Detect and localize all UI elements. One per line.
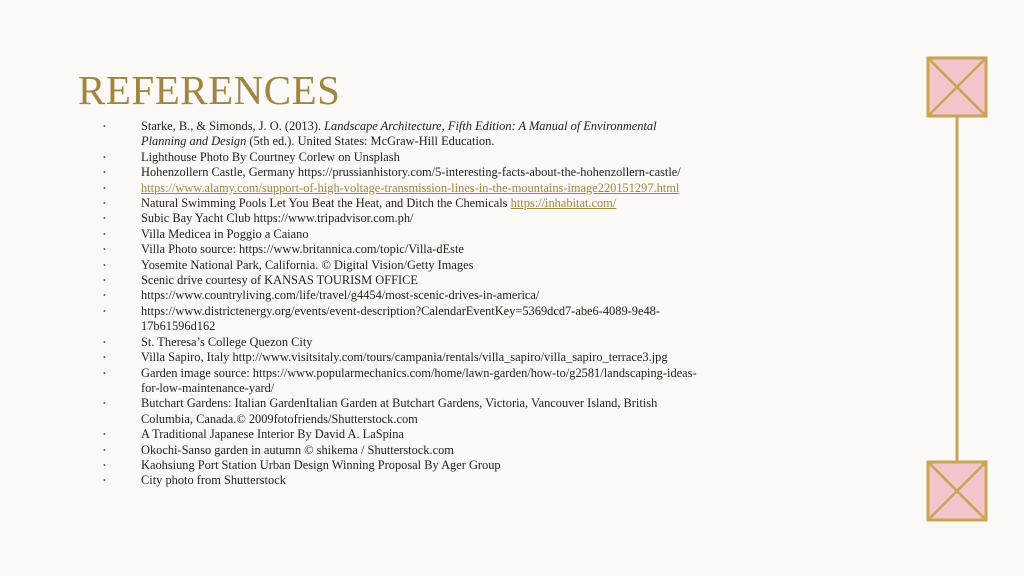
bullet: •: [103, 353, 106, 363]
bullet: •: [103, 306, 106, 316]
list-item: [103, 227, 703, 242]
bullet: •: [103, 168, 106, 178]
list-item: [103, 150, 703, 165]
references-list: [103, 119, 703, 489]
top-box-icon: [928, 58, 986, 116]
reference-text: Kaohsiung Port Station Urban Design Winning Proposal By Ager Group: [141, 457, 501, 472]
list-item: [103, 473, 703, 488]
reference-text: Subic Bay Yacht Club https://www.tripadvisor.com.ph/: [141, 211, 414, 226]
bullet: •: [103, 337, 106, 347]
list-item: [103, 396, 703, 427]
list-item: [103, 443, 703, 458]
reference-text: Lighthouse Photo By Courtney Corlew on Unsplash: [141, 149, 400, 164]
bottom-box-icon: [928, 462, 986, 520]
reference-link[interactable]: https://www.alamy.com/support-of-high-voltage-transmission-lines-in-the-mountains-image220151297.html: [141, 180, 680, 195]
reference-text: Scenic drive courtesy of KANSAS TOURISM OFFICE: [141, 273, 418, 288]
bullet: •: [103, 460, 106, 470]
list-item: [103, 427, 703, 442]
bullet: •: [103, 199, 106, 209]
bullet: •: [103, 214, 106, 224]
list-item: [103, 196, 703, 211]
list-item: [103, 304, 703, 335]
reference-text: St. Theresa’s College Quezon City: [141, 334, 313, 349]
reference-text: City photo from Shutterstock: [141, 473, 286, 488]
list-item: [103, 165, 703, 180]
bullet: •: [103, 183, 106, 193]
reference-link[interactable]: https://inhabitat.com/: [510, 196, 617, 211]
reference-text: https://www.countryliving.com/life/travel/g4454/most-scenic-drives-in-america/: [141, 288, 540, 303]
reference-text: Natural Swimming Pools Let You Beat the Heat, and Ditch the Chemicals: [141, 196, 511, 211]
bullet: •: [103, 368, 106, 378]
list-item: [103, 211, 703, 226]
list-item: [103, 258, 703, 273]
list-item: [103, 119, 703, 150]
reference-book-title: Landscape Architecture, Fifth Edition: A Manual of Environmental Planning and Design: [141, 119, 657, 149]
reference-text: Hohenzollern Castle, Germany https://prussianhistory.com/5-interesting-facts-about-the-hohenzollern-castle/: [141, 165, 681, 180]
reference-text: Okochi-Sanso garden in autumn © shikema / Shutterstock.com: [141, 442, 454, 457]
list-item: [103, 288, 703, 303]
reference-text: Villa Photo source: https://www.britannica.com/topic/Villa-dEste: [141, 242, 464, 257]
reference-text: Starke, B., & Simonds, J. O. (2013).: [141, 119, 325, 133]
reference-text: (5th ed.). United States: McGraw-Hill Education.: [246, 134, 495, 149]
bullet: •: [103, 430, 106, 440]
list-item: [103, 335, 703, 350]
bullet: •: [103, 260, 106, 270]
reference-text: Yosemite National Park, California. © Digital Vision/Getty Images: [141, 257, 474, 272]
reference-text: Garden image source: https://www.popularmechanics.com/home/lawn-garden/how-to/g2581/landscaping-ideas-for-low-maintenance-yard/: [141, 365, 697, 395]
bullet: •: [103, 276, 106, 286]
reference-text: Villa Sapiro, Italy http://www.visitsitaly.com/tours/campania/rentals/villa_sapiro/villa_sapiro_terrace3.jpg: [141, 350, 668, 365]
reference-text: A Traditional Japanese Interior By David A. LaSpina: [141, 427, 404, 442]
list-item: [103, 273, 703, 288]
reference-text: https://www.districtenergy.org/events/event-description?CalendarEventKey=5369dcd7-abe6-4089-9e48-17b61596d162: [141, 303, 660, 334]
reference-text: Butchart Gardens: Italian GardenItalian Garden at Butchart Gardens, Victoria, Vancouver Island, British Columbia, Canada.© 2009fotofriends/Shutterstock.com: [141, 396, 658, 426]
bullet: •: [103, 399, 106, 409]
bullet: •: [103, 122, 106, 131]
decorative-connector-graphic: [926, 56, 988, 522]
list-item: [103, 242, 703, 257]
reference-text: Villa Medicea in Poggio a Caiano: [141, 226, 309, 241]
list-item: [103, 181, 703, 196]
bullet: •: [103, 229, 106, 239]
list-item: [103, 350, 703, 365]
list-item: [103, 366, 703, 397]
bullet: •: [103, 291, 106, 301]
bullet: •: [103, 476, 106, 486]
bullet: •: [103, 445, 106, 455]
bullet: •: [103, 245, 106, 255]
page-title: REFERENCES: [78, 67, 341, 113]
list-item: [103, 458, 703, 473]
bullet: •: [103, 152, 106, 162]
